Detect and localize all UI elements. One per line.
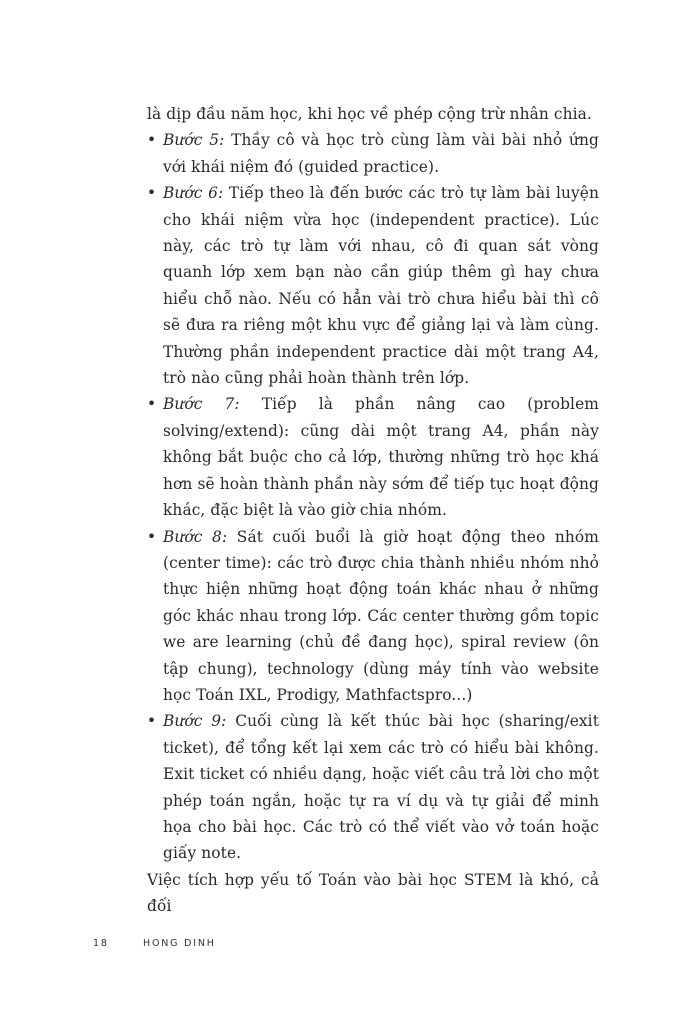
step-item-7: [147, 391, 599, 523]
step-text: Tiếp theo là đến bước các trò tự làm bài luyện cho khái niệm vừa học (independent practice). Lúc này, các trò tự làm với nhau, cô đi quan sát vòng quanh lớp xem bạn nào cần giúp thêm gì hay chưa hiểu chỗ nào. Nếu có hẳn vài trò chưa hiểu bài thì cô sẽ đưa ra riêng một khu vực để giảng lại và làm cùng. Thường phần independent practice dài một trang A4, trò nào cũng phải hoàn thành trên lớp.: [163, 184, 599, 388]
step-text: Sát cuối buổi là giờ hoạt động theo nhóm (center time): các trò được chia thành nhiều nhóm nhỏ thực hiện những hoạt động toán khác nhau ở những góc khác nhau trong lớp. Các center thường gồm topic we are learning (chủ đề đang học), spiral review (ôn tập chung), technology (dùng máy tính vào website học Toán IXL, Prodigy, Mathfactspro...): [163, 527, 599, 704]
step-list: [147, 127, 599, 866]
step-item-9: [147, 708, 599, 866]
step-text: Thầy cô và học trò cùng làm vài bài nhỏ ứng với khái niệm đó (guided practice).: [163, 131, 599, 176]
page-number: 18: [93, 938, 109, 949]
page-body: [147, 101, 599, 920]
step-label: Bước 8:: [163, 527, 228, 546]
step-item-8: [147, 524, 599, 709]
step-text: Tiếp là phần nâng cao (problem solving/extend): cũng dài một trang A4, phần này không bắt buộc cho cả lớp, thường những trò học khá hơn sẽ hoàn thành phần này sớm để tiếp tục hoạt động khác, đặc biệt là vào giờ chia nhóm.: [163, 395, 599, 520]
step-item-5: [147, 127, 599, 180]
continued-text: là dịp đầu năm học, khi học về phép cộng trừ nhân chia.: [147, 105, 592, 123]
step-text: Cuối cùng là kết thúc bài học (sharing/exit ticket), để tổng kết lại xem các trò có hiểu bài không. Exit ticket có nhiều dạng, hoặc viết câu trả lời cho một phép toán ngắn, hoặc tự ra ví dụ và tự giải để minh họa cho bài học. Các trò có thể viết vào vở toán hoặc giấy note.: [163, 712, 599, 863]
closing-paragraph: Việc tích hợp yếu tố Toán vào bài học STEM là khó, cả đối: [147, 870, 599, 916]
step-label: Bước 5:: [163, 131, 225, 150]
author-name: HONG DINH: [143, 938, 216, 949]
page-footer: [93, 938, 216, 949]
step-item-6: [147, 180, 599, 391]
step-label: Bước 7:: [163, 395, 240, 414]
step-label: Bước 6:: [163, 184, 224, 203]
step-label: Bước 9:: [163, 712, 227, 731]
